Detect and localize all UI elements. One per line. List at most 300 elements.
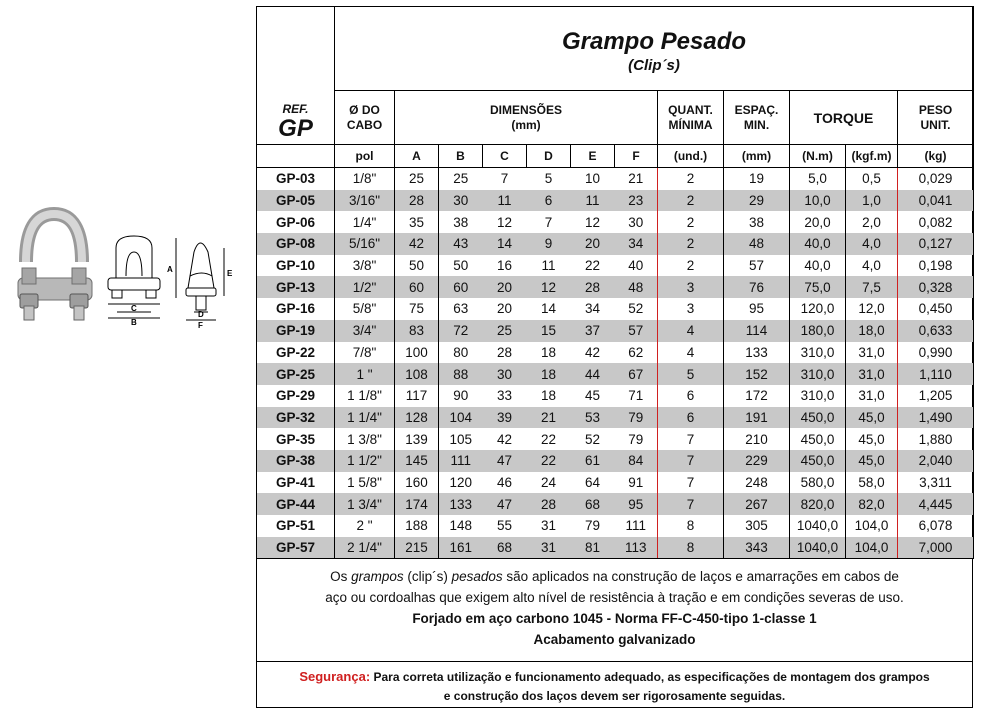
cell-e: 61	[571, 450, 615, 472]
title-cell	[335, 7, 974, 91]
cell-kgf: 104,0	[846, 537, 898, 559]
cell-espac: 343	[724, 537, 790, 559]
cell-espac: 248	[724, 472, 790, 494]
cell-ref: GP-57	[257, 537, 335, 559]
cell-espac: 29	[724, 190, 790, 212]
cell-cabo: 3/16"	[335, 190, 395, 212]
cell-nm: 820,0	[790, 493, 846, 515]
cell-espac: 114	[724, 320, 790, 342]
drawing-label-a: A	[167, 265, 173, 274]
cell-c: 68	[483, 537, 527, 559]
cell-a: 215	[395, 537, 439, 559]
cell-cabo: 1/2"	[335, 276, 395, 298]
cell-d: 15	[527, 320, 571, 342]
cell-quant: 5	[658, 363, 724, 385]
table-row	[257, 407, 974, 429]
cell-b: 72	[439, 320, 483, 342]
cell-quant: 7	[658, 493, 724, 515]
cell-espac: 133	[724, 342, 790, 364]
cell-espac: 210	[724, 428, 790, 450]
cell-ref: GP-19	[257, 320, 335, 342]
cell-kgf: 58,0	[858, 474, 885, 490]
drawing-label-e: E	[227, 269, 233, 278]
drawing-label-d: D	[198, 310, 204, 319]
cell-c: 12	[496, 214, 513, 230]
cell-nm: 40,0	[790, 255, 846, 277]
cell-e: 52	[584, 431, 601, 447]
cell-kgf: 104,0	[854, 518, 889, 534]
header-dimensoes	[395, 91, 658, 145]
unit-blank	[257, 145, 335, 168]
cell-kgf: 45,0	[846, 407, 898, 429]
cell-peso: 0,198	[898, 255, 974, 277]
cell-a: 75	[395, 298, 439, 320]
cell-ref: GP-44	[257, 493, 335, 515]
cell-a: 25	[395, 168, 439, 190]
cell-e: 81	[571, 537, 615, 559]
cell-e: 12	[584, 214, 601, 230]
cell-f: 34	[615, 233, 658, 255]
cell-ref: GP-51	[257, 515, 335, 537]
safety-label: Segurança:	[299, 669, 371, 684]
header-dimensoes-line2: (mm)	[511, 117, 541, 132]
cell-c: 46	[496, 474, 513, 490]
cell-b: 104	[439, 407, 483, 429]
cell-espac: 172	[724, 385, 790, 407]
cell-c: 7	[483, 168, 527, 190]
cell-kgf: 82,0	[846, 493, 898, 515]
cell-c: 20	[496, 301, 513, 317]
cell-peso: 0,082	[898, 211, 974, 233]
cell-b: 148	[449, 518, 473, 534]
header-cabo-line2: CABO	[346, 117, 383, 132]
cell-d: 31	[540, 518, 557, 534]
data-rows	[257, 168, 974, 559]
header-cabo-line1: Ø DO	[349, 102, 380, 117]
drawing-label-f: F	[198, 321, 203, 330]
cell-f: 23	[615, 190, 658, 212]
cell-d: 11	[541, 258, 556, 274]
ref-label: REF.	[282, 102, 309, 116]
description-line4: Acabamento galvanizado	[533, 632, 696, 647]
clip-photo	[18, 214, 92, 320]
product-drawing	[4, 200, 246, 340]
cell-cabo: 3/8"	[335, 255, 395, 277]
cell-quant: 4	[658, 342, 724, 364]
table-row	[257, 472, 974, 494]
cell-ref: GP-29	[257, 385, 335, 407]
cell-ref: GP-10	[257, 255, 335, 277]
table-row	[257, 233, 974, 255]
cell-quant: 6	[658, 407, 724, 429]
cell-a: 83	[395, 320, 439, 342]
table-row	[257, 168, 974, 190]
cell-nm: 1040,0	[790, 515, 846, 537]
cell-f: 48	[615, 276, 658, 298]
description-em-pesados: pesados	[451, 569, 503, 584]
cell-quant: 2	[658, 233, 724, 255]
cell-a: 139	[395, 428, 439, 450]
cell-b: 90	[453, 388, 469, 404]
cell-ref: GP-03	[257, 168, 335, 190]
units-row	[257, 145, 974, 168]
cell-c: 14	[483, 233, 527, 255]
cell-nm: 180,0	[790, 320, 846, 342]
table-row	[257, 515, 974, 537]
cell-e: 28	[571, 276, 615, 298]
cell-espac: 267	[724, 493, 790, 515]
table-row	[257, 211, 974, 233]
cell-peso: 1,205	[898, 385, 974, 407]
cell-cabo: 1 "	[335, 363, 395, 385]
cell-cabo: 5/8"	[335, 298, 395, 320]
description-text-c: são aplicados na construção de laços e amarrações em cabos de	[502, 569, 899, 584]
cell-e: 79	[584, 518, 601, 534]
cell-peso: 7,000	[898, 537, 974, 559]
cell-c: 42	[496, 431, 513, 447]
cell-d: 6	[527, 190, 571, 212]
cell-e: 68	[571, 493, 615, 515]
cell-f: 111	[625, 518, 647, 534]
cell-ref: GP-16	[257, 298, 335, 320]
cell-a: 50	[395, 255, 439, 277]
cell-d: 22	[540, 431, 557, 447]
table-row	[257, 342, 974, 364]
side-view	[186, 243, 224, 320]
cell-espac: 76	[724, 276, 790, 298]
cell-cabo: 1 5/8"	[335, 472, 395, 494]
cell-ref: GP-13	[257, 276, 335, 298]
cell-peso: 1,490	[898, 407, 974, 429]
cell-kgf: 2,0	[862, 214, 881, 230]
cell-espac: 152	[724, 363, 790, 385]
cell-f: 79	[615, 407, 658, 429]
cell-nm: 40,0	[790, 233, 846, 255]
unit-und: (und.)	[658, 145, 724, 168]
cell-nm: 120,0	[790, 298, 846, 320]
cell-cabo: 1 3/4"	[335, 493, 395, 515]
cell-b: 63	[453, 301, 469, 317]
cell-a: 174	[395, 493, 439, 515]
description-em-grampos: grampos	[351, 569, 404, 584]
cell-espac: 229	[724, 450, 790, 472]
description-text-b: (clip´s)	[403, 569, 452, 584]
cell-espac: 19	[724, 168, 790, 190]
cell-d: 24	[540, 474, 557, 490]
cell-nm: 450,0	[790, 450, 846, 472]
cell-c: 11	[483, 190, 527, 212]
cell-b: 120	[449, 474, 473, 490]
cell-ref: GP-06	[257, 211, 335, 233]
cell-d: 28	[527, 493, 571, 515]
unit-nm: (N.m)	[790, 145, 846, 168]
cell-c: 20	[483, 276, 527, 298]
cell-e: 45	[584, 388, 601, 404]
cell-ref: GP-38	[257, 450, 335, 472]
cell-a: 42	[395, 233, 439, 255]
unit-pol: pol	[335, 145, 395, 168]
cell-a: 108	[395, 363, 439, 385]
header-quant	[658, 91, 724, 145]
cell-kgf: 7,5	[846, 276, 898, 298]
cell-quant: 7	[658, 450, 724, 472]
cell-ref: GP-25	[257, 363, 335, 385]
cell-a: 188	[395, 515, 439, 537]
cell-e: 37	[571, 320, 615, 342]
cell-cabo: 1 1/4"	[335, 407, 395, 429]
cell-c: 47	[483, 493, 527, 515]
front-view	[108, 236, 176, 318]
cell-peso: 0,041	[898, 190, 974, 212]
table-row	[257, 493, 974, 515]
cell-b: 111	[439, 450, 483, 472]
safety-line1	[257, 667, 972, 687]
cell-f: 21	[615, 168, 658, 190]
cell-kgf: 45,0	[858, 431, 885, 447]
cell-kgf: 18,0	[846, 320, 898, 342]
cell-b: 60	[439, 276, 483, 298]
cell-b: 50	[453, 258, 469, 274]
cell-espac: 48	[724, 233, 790, 255]
cell-quant: 7	[658, 472, 724, 494]
cell-quant: 2	[658, 211, 724, 233]
cell-peso: 1,110	[898, 363, 974, 385]
cell-kgf: 1,0	[846, 190, 898, 212]
cell-ref: GP-05	[257, 190, 335, 212]
table-row	[257, 298, 974, 320]
cell-d: 18	[527, 363, 571, 385]
cell-c: 28	[496, 344, 513, 360]
cell-d: 9	[527, 233, 571, 255]
cell-ref: GP-22	[257, 342, 335, 364]
cell-nm: 580,0	[790, 472, 846, 494]
unit-kg: (kg)	[898, 145, 974, 168]
cell-e: 22	[584, 258, 601, 274]
cell-d: 7	[544, 214, 553, 230]
cell-c: 55	[496, 518, 513, 534]
cell-a: 28	[395, 190, 439, 212]
cell-f: 84	[615, 450, 658, 472]
page-subtitle: (Clip´s)	[628, 56, 680, 74]
cell-ref: GP-41	[257, 472, 335, 494]
table-row	[257, 428, 974, 450]
cell-peso: 0,633	[898, 320, 974, 342]
cell-d: 5	[527, 168, 571, 190]
cell-nm: 75,0	[790, 276, 846, 298]
cell-kgf: 4,0	[846, 233, 898, 255]
unit-c: C	[483, 145, 527, 168]
cell-nm: 310,0	[790, 342, 846, 364]
cell-kgf: 45,0	[846, 450, 898, 472]
cell-c: 25	[483, 320, 527, 342]
cell-d: 21	[527, 407, 571, 429]
header-espac-line1: ESPAÇ.	[734, 102, 779, 117]
spec-table	[256, 6, 974, 559]
cell-a: 35	[395, 211, 439, 233]
cell-a: 117	[395, 385, 439, 407]
cell-d: 14	[540, 301, 557, 317]
cell-espac: 305	[724, 515, 790, 537]
cell-peso: 0,450	[898, 298, 974, 320]
table-row	[257, 450, 974, 472]
header-torque: TORQUE	[790, 91, 898, 145]
cell-b: 105	[449, 431, 473, 447]
cell-b: 161	[439, 537, 483, 559]
cell-peso: 2,040	[898, 450, 974, 472]
cell-cabo: 1 1/2"	[335, 450, 395, 472]
page-title: Grampo Pesado	[561, 27, 747, 55]
cell-quant: 2	[658, 168, 724, 190]
header-espac-line2: MIN.	[743, 117, 770, 132]
cell-d: 18	[540, 344, 557, 360]
cell-cabo: 5/16"	[335, 233, 395, 255]
table-row	[257, 255, 974, 277]
cell-peso: 3,311	[898, 472, 974, 494]
header-quant-line1: QUANT.	[668, 102, 713, 117]
cell-quant: 3	[658, 298, 724, 320]
cell-espac: 57	[724, 255, 790, 277]
table-row	[257, 363, 974, 385]
cell-e: 10	[571, 168, 615, 190]
cell-quant: 7	[658, 428, 724, 450]
cell-kgf: 31,0	[858, 344, 885, 360]
unit-mm: (mm)	[724, 145, 790, 168]
cell-nm: 1040,0	[790, 537, 846, 559]
cell-e: 34	[584, 301, 601, 317]
cell-peso: 4,445	[898, 493, 974, 515]
cell-d: 12	[527, 276, 571, 298]
cell-cabo: 2 1/4"	[335, 537, 395, 559]
cell-quant: 4	[658, 320, 724, 342]
cell-nm: 20,0	[790, 211, 846, 233]
cell-a: 128	[395, 407, 439, 429]
cell-f: 79	[628, 431, 644, 447]
cell-f: 40	[628, 258, 644, 274]
cell-espac: 95	[724, 298, 790, 320]
cell-e: 44	[571, 363, 615, 385]
drawing-label-b: B	[131, 318, 137, 327]
cell-d: 22	[527, 450, 571, 472]
cell-e: 20	[571, 233, 615, 255]
cell-espac: 38	[724, 211, 790, 233]
cell-c: 16	[496, 258, 513, 274]
cell-e: 42	[584, 344, 601, 360]
cell-a: 100	[395, 342, 439, 364]
cell-f: 52	[628, 301, 644, 317]
cell-b: 43	[439, 233, 483, 255]
cell-f: 30	[628, 214, 644, 230]
cell-ref: GP-08	[257, 233, 335, 255]
safety-note	[257, 661, 972, 707]
cell-cabo: 1/8"	[335, 168, 395, 190]
cell-quant: 2	[658, 255, 724, 277]
unit-a: A	[395, 145, 439, 168]
cell-cabo: 7/8"	[335, 342, 395, 364]
cell-f: 62	[628, 344, 644, 360]
description-line3: Forjado em aço carbono 1045 - Norma FF-C-450-tipo 1-classe 1	[412, 611, 817, 626]
cell-cabo: 1 1/8"	[335, 385, 395, 407]
cell-nm: 450,0	[790, 428, 846, 450]
cell-cabo: 2 "	[335, 515, 395, 537]
description-line1	[257, 556, 972, 587]
cell-f: 67	[615, 363, 658, 385]
cell-b: 80	[453, 344, 469, 360]
cell-ref: GP-35	[257, 428, 335, 450]
cell-quant: 8	[658, 537, 724, 559]
cell-f: 113	[615, 537, 658, 559]
cell-kgf: 31,0	[846, 363, 898, 385]
cell-e: 53	[571, 407, 615, 429]
cell-peso: 1,880	[898, 428, 974, 450]
cell-peso: 0,328	[898, 276, 974, 298]
cell-a: 60	[395, 276, 439, 298]
cell-nm: 5,0	[790, 168, 846, 190]
ref-header	[257, 7, 335, 145]
cell-quant: 6	[658, 385, 724, 407]
table-row	[257, 320, 974, 342]
cell-kgf: 4,0	[862, 258, 881, 274]
cell-quant: 3	[658, 276, 724, 298]
description	[257, 556, 972, 660]
ref-code: GP	[278, 115, 313, 142]
cell-ref: GP-32	[257, 407, 335, 429]
cell-c: 47	[483, 450, 527, 472]
header-peso	[898, 91, 974, 145]
cell-f: 57	[615, 320, 658, 342]
header-peso-line2: UNIT.	[920, 117, 951, 132]
drawing-label-c: C	[131, 304, 137, 313]
cell-nm: 10,0	[790, 190, 846, 212]
cell-nm: 310,0	[790, 385, 846, 407]
unit-d: D	[527, 145, 571, 168]
cell-c: 39	[483, 407, 527, 429]
table-row	[257, 385, 974, 407]
cell-b: 30	[439, 190, 483, 212]
cell-c: 33	[496, 388, 513, 404]
cell-kgf: 12,0	[858, 301, 885, 317]
cell-nm: 310,0	[790, 363, 846, 385]
cell-d: 18	[540, 388, 557, 404]
unit-f: F	[615, 145, 658, 168]
cell-f: 95	[615, 493, 658, 515]
cell-kgf: 31,0	[858, 388, 885, 404]
cell-peso: 6,078	[898, 515, 974, 537]
cell-cabo: 1/4"	[335, 211, 395, 233]
cell-cabo: 1 3/8"	[335, 428, 395, 450]
header-peso-line1: PESO	[918, 102, 953, 117]
description-line2: aço ou cordoalhas que exigem alto nível de resistência à tração e em condições severas de uso.	[325, 590, 904, 605]
cell-peso: 0,029	[898, 168, 974, 190]
cell-f: 91	[628, 474, 644, 490]
description-text-a: Os	[330, 569, 352, 584]
unit-kgfm: (kgf.m)	[846, 145, 898, 168]
cell-b: 25	[439, 168, 483, 190]
cell-e: 64	[584, 474, 601, 490]
cell-b: 88	[439, 363, 483, 385]
cell-cabo: 3/4"	[335, 320, 395, 342]
cell-nm: 450,0	[790, 407, 846, 429]
safety-line2: e construção dos laços devem ser rigorosamente seguidas.	[443, 689, 786, 703]
cell-f: 71	[628, 388, 644, 404]
table-row	[257, 276, 974, 298]
table-row	[257, 190, 974, 212]
unit-e: E	[571, 145, 615, 168]
cell-peso: 0,127	[898, 233, 974, 255]
header-quant-line2: MÍNIMA	[668, 117, 713, 132]
safety-text1: Para correta utilização e funcionamento adequado, as especificações de montagem dos grampos	[370, 670, 930, 684]
cell-d: 31	[527, 537, 571, 559]
cell-espac: 191	[724, 407, 790, 429]
